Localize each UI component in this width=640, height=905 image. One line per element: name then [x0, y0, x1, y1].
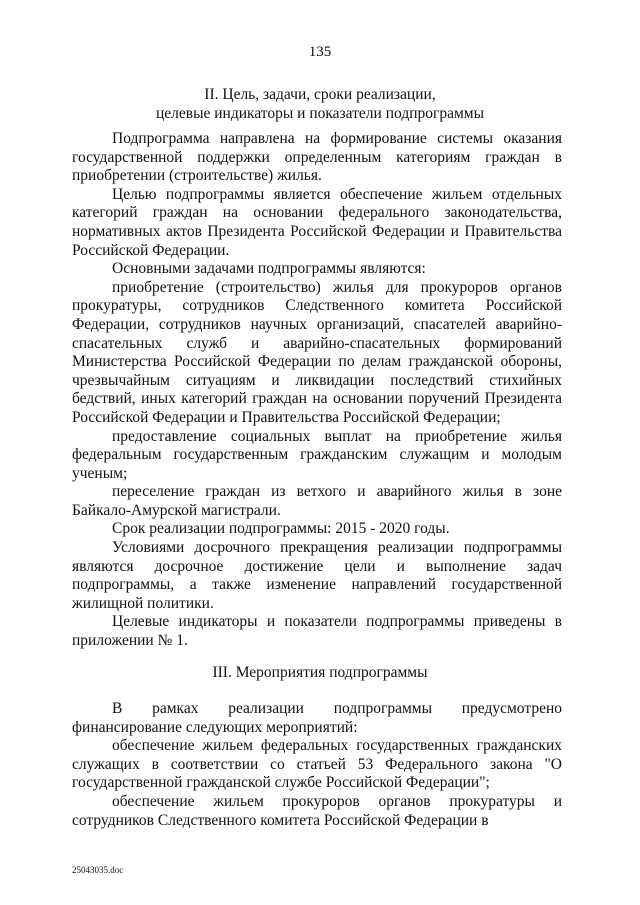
paragraph: В рамках реализации подпрограммы предусмотрено финансирование следующих мероприятий: — [72, 700, 562, 736]
section-3-heading: III. Мероприятия подпрограммы — [212, 664, 428, 681]
section-2-heading — [0, 85, 640, 123]
paragraph: Основными задачами подпрограммы являются: — [112, 260, 426, 278]
section-2-body — [72, 130, 562, 651]
paragraph: переселение граждан из ветхого и аварийного жилья в зоне Байкало-Амурской магистрали. — [72, 483, 562, 519]
section-3-body — [72, 700, 562, 830]
paragraph: приобретение (строительство) жилья для прокуроров органов прокуратуры, сотрудников Следственного комитета Российской Федерации, сотрудников научных организаций, спасателей аварийно-спасательных служб и аварийно-спасательных формирований Министерства Российской Федерации по делам гражданской обороны, чрезвычайным ситуациям и ликвидации последствий стихийных бедствий, иных категорий граждан на основании поручений Президента Российской Федерации и Правительства Российской Федерации; — [72, 278, 562, 426]
section-2-title-line-1: II. Цель, задачи, сроки реализации, — [204, 86, 436, 103]
paragraph: Целью подпрограммы является обеспечение жильем отдельных категорий граждан на основании федерального законодательства, нормативных актов Президента Российской Федерации и Правительства Российской Федерации. — [72, 185, 562, 259]
paragraph: предоставление социальных выплат на приобретение жилья федеральным государственным гражданским служащим и молодым ученым; — [72, 427, 562, 482]
paragraph: Срок реализации подпрограммы: 2015 - 2020 годы. — [112, 520, 450, 538]
paragraph: Условиями досрочного прекращения реализации подпрограммы являются досрочное достижение цели и выполнение задач подпрограммы, а также изменение направлений государственной жилищной политики. — [72, 539, 562, 612]
section-2-title-line-2: целевые индикаторы и показатели подпрограммы — [155, 105, 485, 122]
document-filename: 25043035.doc — [72, 865, 124, 875]
page-number: 135 — [308, 44, 332, 60]
paragraph: Подпрограмма направлена на формирование системы оказания государственной поддержки определенным категориям граждан в приобретении (строительстве) жилья. — [72, 130, 562, 185]
paragraph: обеспечение жильем федеральных государственных гражданских служащих в соответствии со статьей 53 Федерального закона "О государственной гражданской службе Российской Федерации"; — [72, 737, 562, 792]
paragraph: Целевые индикаторы и показатели подпрограммы приведены в приложении № 1. — [72, 613, 562, 650]
paragraph: обеспечение жильем прокуроров органов прокуратуры и сотрудников Следственного комитета Российской Федерации в — [72, 792, 562, 829]
